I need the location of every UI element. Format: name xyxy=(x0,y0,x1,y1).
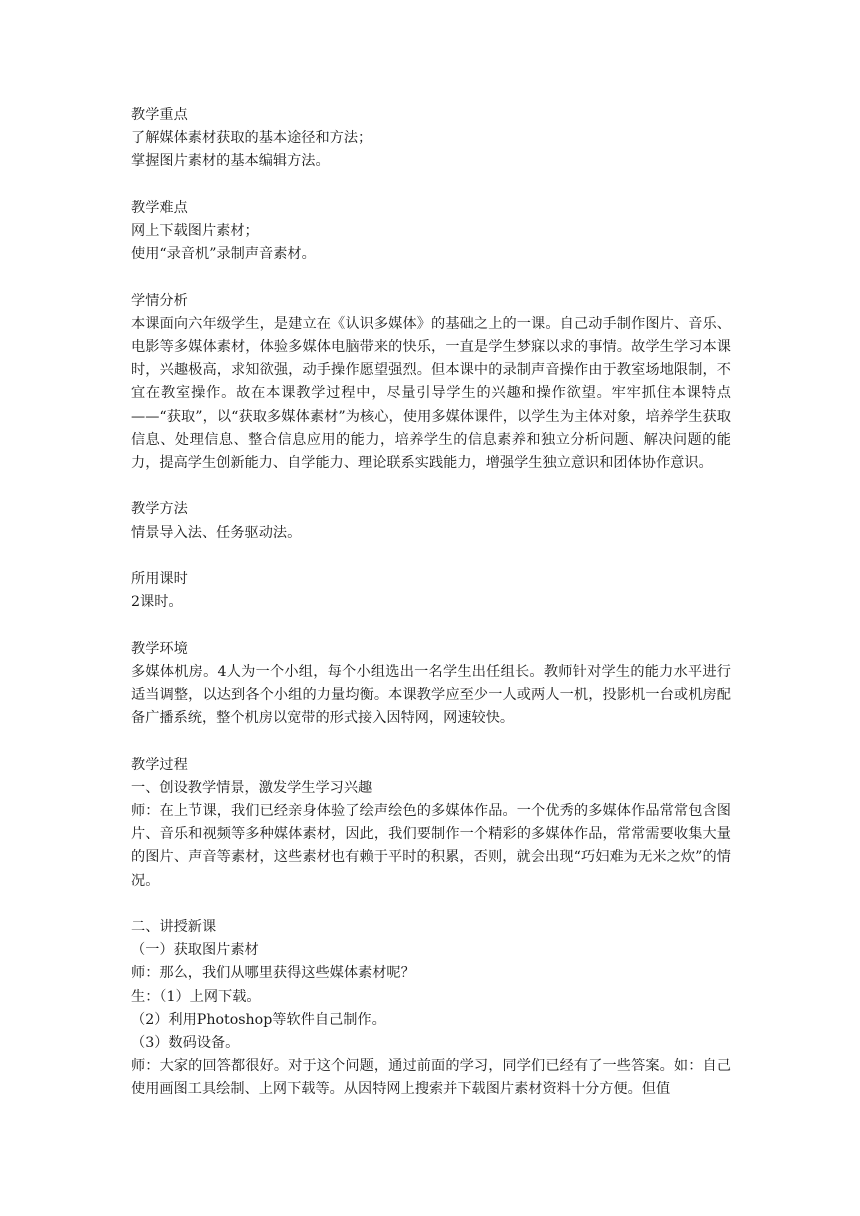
section-heading: 学情分析 xyxy=(131,292,188,309)
section-teaching-process xyxy=(131,754,731,893)
section-teaching-environment xyxy=(131,638,731,731)
section-heading: 所用课时 xyxy=(131,571,188,587)
section-heading: 教学环境 xyxy=(131,640,188,657)
section-heading: 教学方法 xyxy=(131,501,188,518)
document-page xyxy=(131,104,731,1125)
text-line: （2）利用Photoshop等软件自己制作。 xyxy=(131,1011,386,1028)
text-paragraph: 师：大家的回答都很好。对于这个问题，通过前面的学习，同学们已经有了一些答案。如：自己使用画图工具绘制、上网下载等。从因特网上搜索并下载图片素材资料十分方便。但值 xyxy=(131,1058,731,1098)
text-paragraph: 师：在上节课，我们已经亲身体验了绘声绘色的多媒体作品。一个优秀的多媒体作品常常包含图片、音乐和视频等多种媒体素材，因此，我们要制作一个精彩的多媒体作品，常常需要收集大量的图片、声音等素材，这些素材也有赖于平时的积累，否则，就会出现“巧妇难为无米之炊”的情况。 xyxy=(131,803,731,889)
text-paragraph: 本课面向六年级学生，是建立在《认识多媒体》的基础之上的一课。自己动手制作图片、音乐、电影等多媒体素材，体验多媒体电脑带来的快乐，一直是学生梦寐以求的事情。故学生学习本课时，兴趣极高，求知欲强，动手操作愿望强烈。但本课中的录制声音操作由于教室场地限制，不宜在教室操作。故在本课教学过程中，尽量引导学生的兴趣和操作欲望。牢牢抓住本课特点——“获取”，以“获取多媒体素材”为核心，使用多媒体课件，以学生为主体对象，培养学生获取信息、处理信息、整合信息应用的能力，培养学生的信息素养和独立分析问题、解决问题的能力，提高学生创新能力、自学能力、理论联系实践能力，增强学生独立意识和团体协作意识。 xyxy=(131,315,731,472)
text-line: （一）获取图片素材 xyxy=(131,942,259,959)
text-line: 情景导入法、任务驱动法。 xyxy=(131,524,302,541)
text-line: 了解媒体素材获取的基本途径和方法； xyxy=(131,130,373,147)
section-heading: 教学重点 xyxy=(131,107,188,123)
text-line: 掌握图片素材的基本编辑方法。 xyxy=(131,153,330,170)
section-class-hours xyxy=(131,568,731,614)
text-line: 师：那么，我们从哪里获得这些媒体素材呢？ xyxy=(131,965,415,982)
text-line: 一、创设教学情景，激发学生学习兴趣 xyxy=(131,779,373,796)
text-line: 2课时。 xyxy=(131,594,183,611)
section-heading: 教学过程 xyxy=(131,756,188,773)
section-teaching-method xyxy=(131,498,731,544)
text-line: 使用“录音机”录制声音素材。 xyxy=(131,246,316,263)
text-line: 网上下载图片素材； xyxy=(131,223,259,239)
text-line: 生：（1）上网下载。 xyxy=(131,988,261,1005)
text-paragraph: 多媒体机房。4人为一个小组，每个小组选出一名学生出任组长。教师针对学生的能力水平进行适当调整，以达到各个小组的力量均衡。本课教学应至少一人或两人一机，投影机一台或机房配备广播系统，整个机房以宽带的形式接入因特网，网速较快。 xyxy=(131,663,731,727)
section-heading: 教学难点 xyxy=(131,199,188,216)
section-heading: 二、讲授新课 xyxy=(131,919,217,935)
text-line: （3）数码设备。 xyxy=(131,1035,240,1052)
section-new-lesson xyxy=(131,916,731,1102)
section-student-analysis xyxy=(131,290,731,476)
section-teaching-difficulty xyxy=(131,197,731,267)
section-teaching-focus xyxy=(131,104,731,174)
